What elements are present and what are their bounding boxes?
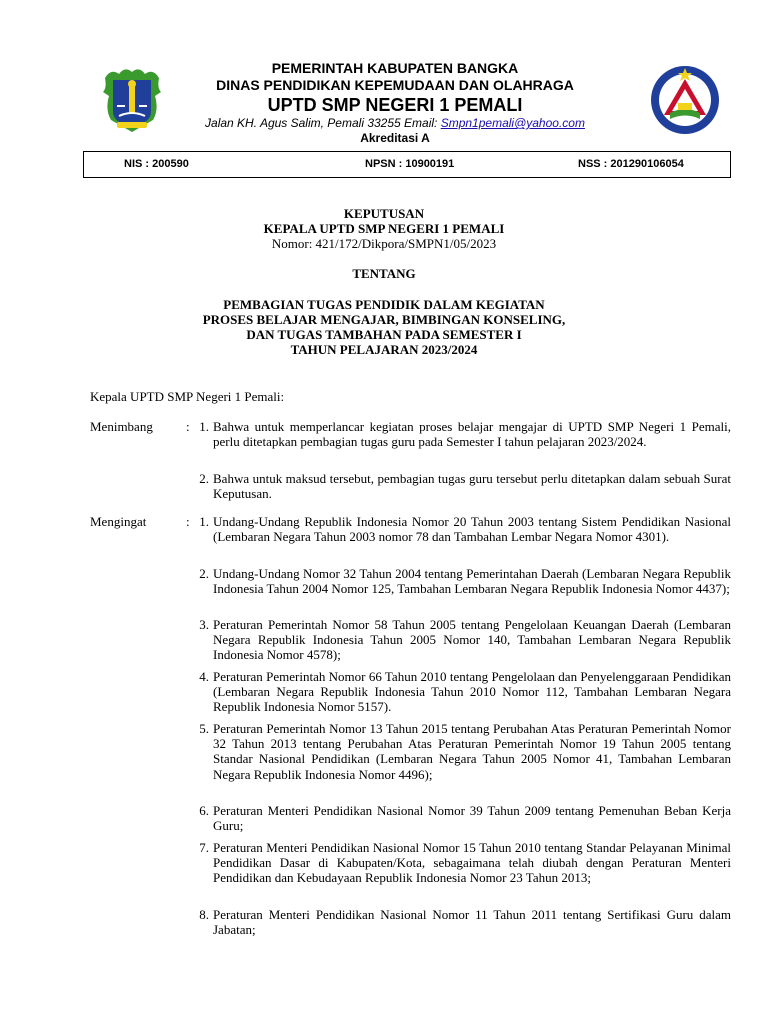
menimbang-item-number: 1.	[199, 419, 209, 434]
mengingat-item-number: 2.	[199, 566, 209, 581]
department-name: DINAS PENDIDIKAN KEPEMUDAAN DAN OLAHRAGA	[216, 77, 574, 93]
email-link[interactable]: Smpn1pemali@yahoo.com	[440, 116, 585, 130]
mengingat-item: Peraturan Menteri Pendidikan Nasional Nomor 39 Tahun 2009 tentang Pemenuhan Beban Kerja Guru;	[213, 803, 731, 834]
address-text: Jalan KH. Agus Salim, Pemali 33255 Email:	[205, 116, 441, 130]
school-emblem-icon	[650, 65, 720, 135]
mengingat-item-number: 5.	[199, 721, 209, 736]
decree-number: Nomor: 421/172/Dikpora/SMPN1/05/2023	[271, 236, 497, 251]
school-address	[180, 116, 610, 131]
menimbang-item-number: 2.	[199, 471, 209, 486]
nss-number: NSS : 201290106054	[578, 158, 684, 170]
npsn-number: NPSN : 10900191	[365, 158, 455, 170]
mengingat-item: Peraturan Pemerintah Nomor 13 Tahun 2015 tentang Perubahan Atas Peraturan Pemerintah Nomor 32 Tahun 2013 tentang Perubahan Atas Peraturan Pemerintah Nomor 19 Tahun 2005 tentang Standar Nasional Pendidikan (Lembaran Negara Tahun 2005 Nomor 41, Tambahan Lembaran Negara Republik Indonesia Nomor 4496);	[213, 721, 731, 782]
mengingat-item: Undang-Undang Nomor 32 Tahun 2004 tentang Pemerintahan Daerah (Lembaran Negara Republik Indonesia Tahun 2004 Nomor 125, Tambahan Lembaran Negara Republik Indonesia Nomor 4437);	[213, 566, 731, 597]
regency-emblem-icon	[103, 66, 161, 134]
letterhead	[180, 60, 610, 146]
decree-about: TENTANG	[352, 266, 416, 281]
mengingat-item-number: 8.	[199, 907, 209, 922]
mengingat-item-number: 7.	[199, 840, 209, 855]
government-name: PEMERINTAH KABUPATEN BANGKA	[271, 60, 519, 76]
mengingat-item-number: 1.	[199, 514, 209, 529]
decree-subject-line: PROSES BELAJAR MENGAJAR, BIMBINGAN KONSELING,	[202, 312, 566, 327]
mengingat-item: Peraturan Pemerintah Nomor 58 Tahun 2005 tentang Pengelolaan Keuangan Daerah (Lembaran Negara Republik Indonesia Tahun 2005 Nomor 140, Tambahan Lembaran Negara Republik Indonesia Nomor 4578);	[213, 617, 731, 663]
school-id-box	[83, 151, 731, 178]
menimbang-colon: :	[186, 419, 190, 434]
decree-subject-line: TAHUN PELAJARAN 2023/2024	[290, 342, 478, 357]
mengingat-item: Undang-Undang Republik Indonesia Nomor 20 Tahun 2003 tentang Sistem Pendidikan Nasional (Lembaran Negara Tahun 2003 nomor 78 dan Tambahan Lembar Negara Nomor 4301).	[213, 514, 731, 545]
nis-number: NIS : 200590	[124, 158, 189, 170]
mengingat-item: Peraturan Pemerintah Nomor 66 Tahun 2010 tentang Pengelolaan dan Penyelenggaraan Pendidikan (Lembaran Negara Republik Indonesia Tahun 2010 Nomor 112, Tambahan Lembaran Negara Republik Indonesia Nomor 5157).	[213, 669, 731, 715]
mengingat-colon: :	[186, 514, 190, 529]
opening-line: Kepala UPTD SMP Negeri 1 Pemali:	[90, 389, 285, 404]
accreditation: Akreditasi A	[360, 131, 430, 145]
mengingat-label: Mengingat	[90, 514, 147, 529]
mengingat-item: Peraturan Menteri Pendidikan Nasional Nomor 11 Tahun 2011 tentang Sertifikasi Guru dalam Jabatan;	[213, 907, 731, 938]
mengingat-item-number: 6.	[199, 803, 209, 818]
decree-issuer: KEPALA UPTD SMP NEGERI 1 PEMALI	[263, 221, 505, 236]
mengingat-item: Peraturan Menteri Pendidikan Nasional Nomor 15 Tahun 2010 tentang Standar Pelayanan Minimal Pendidikan Dasar di Kabupaten/Kota, sebagaimana telah diubah dengan Peraturan Menteri Pendidikan dan Kebudayaan Republik Indonesia Nomor 23 Tahun 2013;	[213, 840, 731, 886]
mengingat-item-number: 3.	[199, 617, 209, 632]
mengingat-item-number: 4.	[199, 669, 209, 684]
menimbang-item: Bahwa untuk memperlancar kegiatan proses belajar mengajar di UPTD SMP Negeri 1 Pemali, perlu ditetapkan pembagian tugas guru pada Semester I tahun pelajaran 2023/2024.	[213, 419, 731, 450]
decree-subject-line: DAN TUGAS TAMBAHAN PADA SEMESTER I	[246, 327, 522, 342]
decree-subject-line: PEMBAGIAN TUGAS PENDIDIK DALAM KEGIATAN	[223, 297, 545, 312]
menimbang-item: Bahwa untuk maksud tersebut, pembagian tugas guru tersebut perlu ditetapkan dalam sebuah Surat Keputusan.	[213, 471, 731, 502]
menimbang-label: Menimbang	[90, 419, 153, 434]
school-name: UPTD SMP NEGERI 1 PEMALI	[267, 95, 523, 115]
decree-heading: KEPUTUSAN	[343, 206, 425, 221]
